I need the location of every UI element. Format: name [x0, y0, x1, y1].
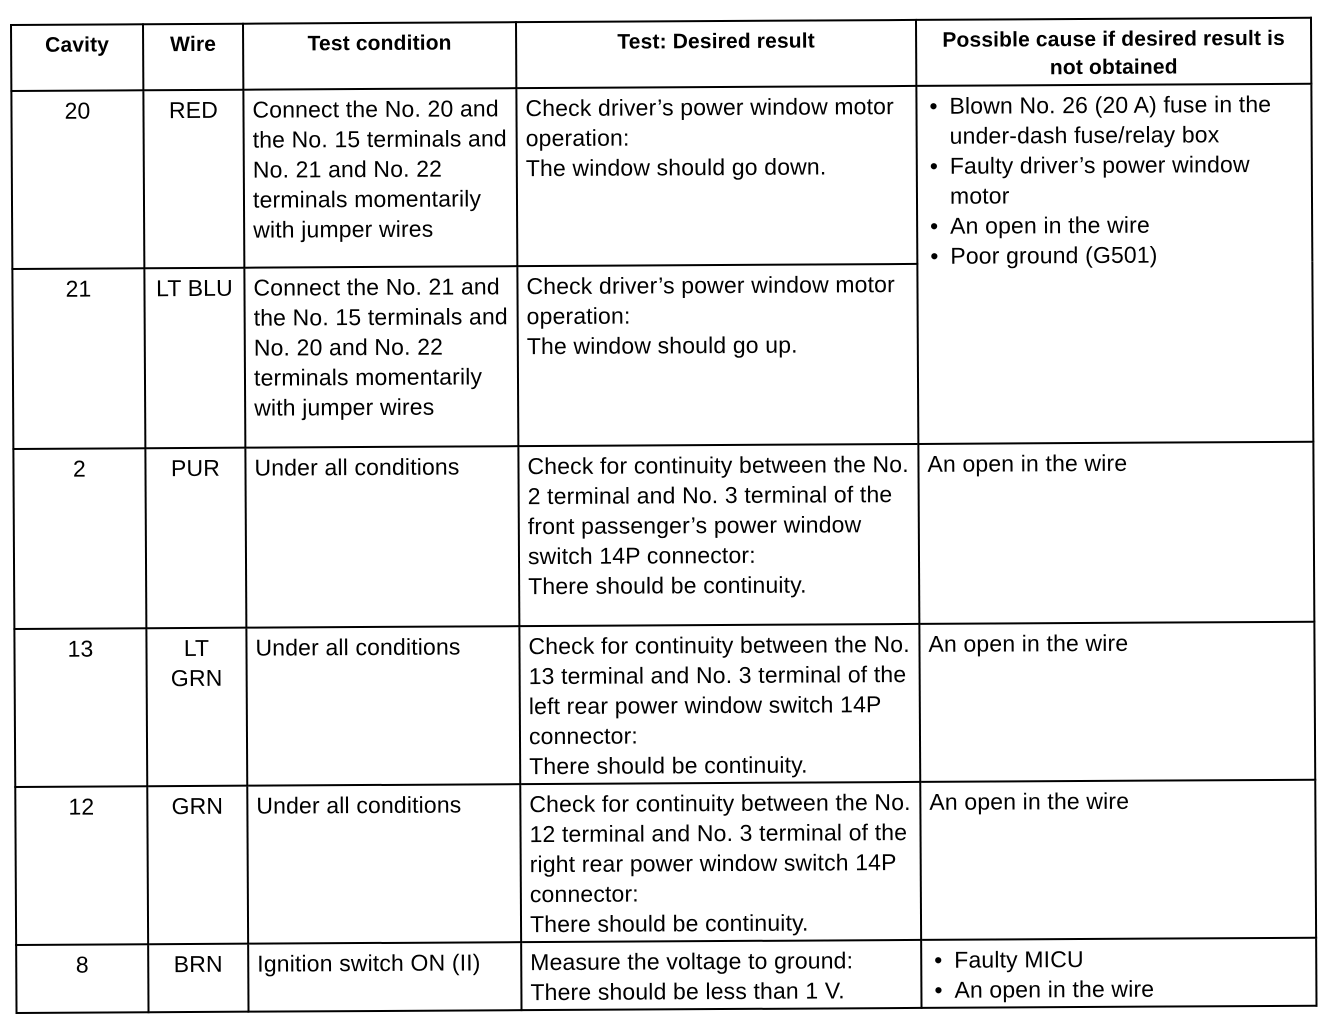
condition-cell: Under all conditions [245, 446, 519, 628]
result-line: Measure the voltage to ground: [530, 947, 854, 976]
table-row [11, 84, 1312, 269]
table-row [13, 442, 1314, 629]
condition-cell: Connect the No. 21 and the No. 15 terminals and No. 20 and No. 22 terminals momentarily with jumper wires [244, 266, 518, 448]
cause-cell: An open in the wire [919, 622, 1315, 782]
result-line: There should be continuity. [528, 571, 807, 600]
header-wire: Wire [143, 24, 243, 91]
cause-item: • Poor ground (G501) [926, 239, 1303, 271]
result-line: The window should go up. [526, 331, 798, 360]
cause-list [930, 943, 1307, 1005]
cause-item: • Blown No. 26 (20 A) fuse in the under-dash fuse/relay box [925, 89, 1302, 151]
result-line: Check for continuity between the No. 2 terminal and No. 3 terminal of the front passenger’s power window switch 14P connector: [527, 450, 909, 570]
cause-cell [921, 938, 1316, 1008]
result-cell [516, 86, 917, 266]
cause-item: • Faulty MICU [930, 943, 1307, 975]
result-line: Check for continuity between the No. 12 terminal and No. 3 terminal of the right rear power window switch 14P connector: [529, 788, 911, 908]
header-test-condition: Test condition [243, 22, 516, 90]
cause-item: • An open in the wire [930, 973, 1307, 1005]
cause-cell: An open in the wire [918, 442, 1314, 624]
cause-cell: An open in the wire [920, 780, 1316, 940]
cause-list [925, 89, 1303, 271]
wire-cell: PUR [145, 448, 246, 629]
condition-cell: Under all conditions [247, 784, 521, 944]
table-row [15, 780, 1316, 945]
cavity-cell: 20 [11, 90, 144, 269]
wire-cell: GRN [147, 786, 248, 945]
condition-cell: Under all conditions [246, 626, 520, 786]
table-row [14, 622, 1315, 787]
cavity-cell: 2 [13, 448, 146, 629]
result-line: Check for continuity between the No. 13 terminal and No. 3 terminal of the left rear power window switch 14P connector: [528, 630, 910, 750]
result-cell [521, 940, 921, 1010]
result-cell [520, 782, 921, 942]
result-cell [519, 624, 920, 784]
header-desired-result: Test: Desired result [516, 20, 916, 88]
diagnostic-table [10, 17, 1318, 1014]
header-cavity: Cavity [11, 24, 143, 91]
wire-cell: RED [143, 90, 244, 269]
header-possible-cause: Possible cause if desired result is not obtained [916, 18, 1311, 86]
cavity-cell: 13 [14, 628, 147, 787]
result-line: There should be continuity. [529, 751, 808, 780]
cavity-cell: 8 [16, 944, 148, 1013]
wire-cell: LT BLU [144, 268, 245, 449]
header-row [11, 18, 1311, 91]
cause-item: • Faulty driver’s power window motor [926, 149, 1303, 211]
result-line: The window should go down. [525, 153, 827, 182]
cause-item: • An open in the wire [926, 209, 1303, 241]
condition-cell: Ignition switch ON (II) [248, 942, 521, 1012]
result-line: Check driver’s power window motor operation: [525, 93, 894, 152]
result-line: Check driver’s power window motor operation: [526, 271, 895, 330]
cavity-cell: 12 [15, 786, 148, 945]
result-line: There should be less than 1 V. [530, 977, 845, 1006]
cause-cell-shared [916, 84, 1313, 444]
result-line: There should be continuity. [529, 909, 809, 938]
condition-cell: Connect the No. 20 and the No. 15 terminals and No. 21 and No. 22 terminals momentarily with jumper wires [243, 88, 517, 268]
result-cell [518, 444, 919, 626]
table-row [16, 938, 1316, 1013]
wire-cell: BRN [148, 944, 248, 1013]
wire-cell: LT GRN [146, 628, 247, 787]
result-cell [517, 264, 918, 446]
diagnostic-table-container [10, 17, 1315, 1006]
cavity-cell: 21 [12, 268, 145, 449]
